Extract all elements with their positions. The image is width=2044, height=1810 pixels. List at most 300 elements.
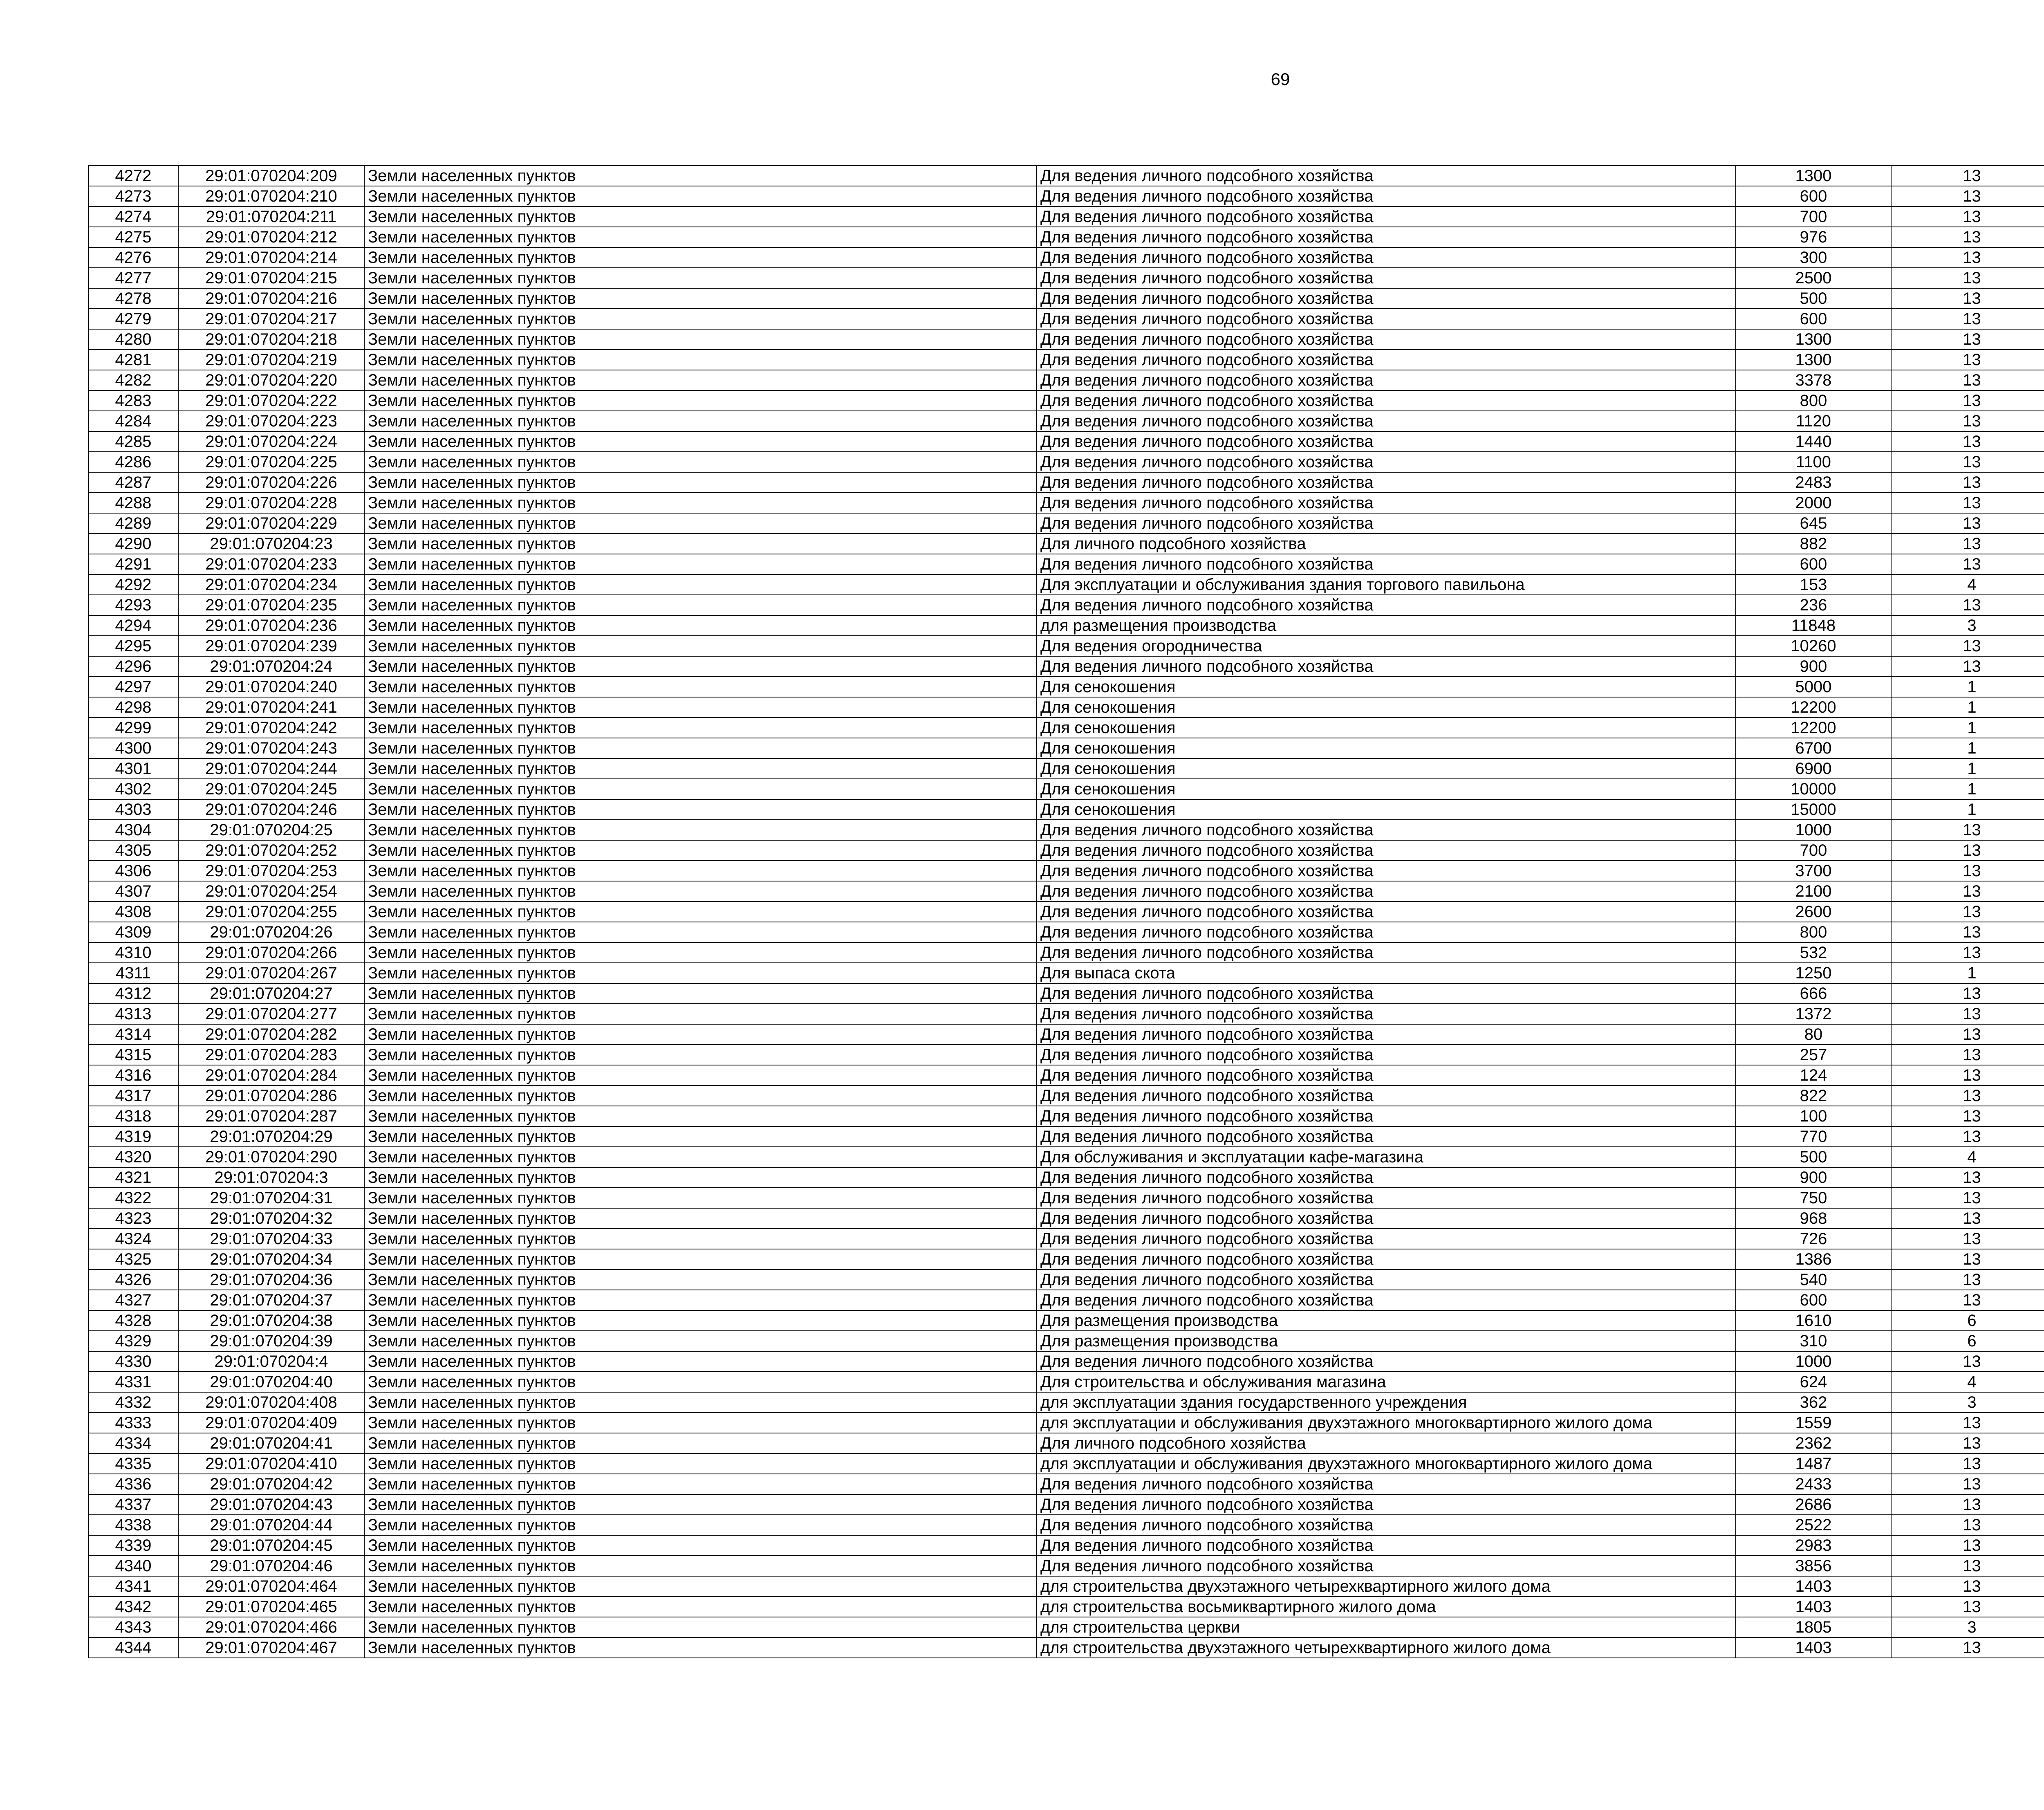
permitted-use: Для ведения личного подсобного хозяйства	[1037, 166, 1736, 186]
land-category: Земли населенных пунктов	[364, 1249, 1037, 1269]
table-row	[88, 309, 2044, 329]
row-number: 4333	[88, 1413, 178, 1433]
permitted-use: Для строительства и обслуживания магазина	[1037, 1372, 1736, 1392]
area-value: 1805	[1736, 1617, 1891, 1637]
area-value: 10260	[1736, 636, 1891, 656]
area-value: 2686	[1736, 1494, 1891, 1515]
group-value: 13	[1891, 390, 2044, 411]
area-value: 800	[1736, 922, 1891, 942]
permitted-use: для эксплуатации и обслуживания двухэтажного многоквартирного жилого дома	[1037, 1413, 1736, 1433]
area-value: 2483	[1736, 472, 1891, 493]
permitted-use: Для выпаса скота	[1037, 963, 1736, 983]
land-category: Земли населенных пунктов	[364, 1086, 1037, 1106]
permitted-use: Для ведения личного подсобного хозяйства	[1037, 1065, 1736, 1086]
area-value: 1300	[1736, 166, 1891, 186]
land-category: Земли населенных пунктов	[364, 1535, 1037, 1556]
permitted-use: Для ведения личного подсобного хозяйства	[1037, 493, 1736, 513]
row-number: 4298	[88, 697, 178, 718]
table-row	[88, 452, 2044, 472]
land-category: Земли населенных пунктов	[364, 1290, 1037, 1310]
area-value: 2362	[1736, 1433, 1891, 1453]
table-row	[88, 227, 2044, 247]
permitted-use: Для ведения личного подсобного хозяйства	[1037, 983, 1736, 1004]
permitted-use: Для ведения личного подсобного хозяйства	[1037, 247, 1736, 268]
group-value: 13	[1891, 1269, 2044, 1290]
area-value: 6900	[1736, 758, 1891, 779]
group-value: 13	[1891, 309, 2044, 329]
permitted-use: Для ведения личного подсобного хозяйства	[1037, 840, 1736, 861]
row-number: 4293	[88, 595, 178, 615]
land-category: Земли населенных пунктов	[364, 493, 1037, 513]
row-number: 4338	[88, 1515, 178, 1535]
group-value: 6	[1891, 1331, 2044, 1351]
group-value: 13	[1891, 452, 2044, 472]
land-category: Земли населенных пунктов	[364, 1433, 1037, 1453]
group-value: 13	[1891, 840, 2044, 861]
table-row	[88, 1351, 2044, 1372]
row-number: 4288	[88, 493, 178, 513]
land-category: Земли населенных пунктов	[364, 1392, 1037, 1413]
table-row	[88, 1535, 2044, 1556]
area-value: 750	[1736, 1188, 1891, 1208]
area-value: 2000	[1736, 493, 1891, 513]
land-category: Земли населенных пунктов	[364, 963, 1037, 983]
area-value: 1559	[1736, 1413, 1891, 1433]
permitted-use: Для ведения личного подсобного хозяйства	[1037, 350, 1736, 370]
permitted-use: Для ведения личного подсобного хозяйства	[1037, 1024, 1736, 1045]
area-value: 310	[1736, 1331, 1891, 1351]
area-value: 300	[1736, 247, 1891, 268]
row-number: 4314	[88, 1024, 178, 1045]
row-number: 4319	[88, 1126, 178, 1147]
permitted-use: Для ведения личного подсобного хозяйства	[1037, 1351, 1736, 1372]
area-value: 1403	[1736, 1637, 1891, 1658]
permitted-use: Для личного подсобного хозяйства	[1037, 534, 1736, 554]
cadastral-number: 29:01:070204:212	[178, 227, 364, 247]
cadastral-number: 29:01:070204:243	[178, 738, 364, 758]
permitted-use: Для ведения личного подсобного хозяйства	[1037, 1126, 1736, 1147]
table-row	[88, 513, 2044, 534]
land-category: Земли населенных пунктов	[364, 636, 1037, 656]
table-row	[88, 922, 2044, 942]
permitted-use: Для ведения личного подсобного хозяйства	[1037, 1004, 1736, 1024]
permitted-use: для строительства двухэтажного четырехквартирного жилого дома	[1037, 1637, 1736, 1658]
cadastral-number: 29:01:070204:233	[178, 554, 364, 574]
cadastral-number: 29:01:070204:409	[178, 1413, 364, 1433]
group-value: 13	[1891, 1188, 2044, 1208]
group-value: 13	[1891, 983, 2044, 1004]
table-row	[88, 1515, 2044, 1535]
permitted-use: Для ведения личного подсобного хозяйства	[1037, 411, 1736, 431]
permitted-use: Для личного подсобного хозяйства	[1037, 1433, 1736, 1453]
land-category: Земли населенных пунктов	[364, 902, 1037, 922]
row-number: 4273	[88, 186, 178, 206]
land-category: Земли населенных пунктов	[364, 186, 1037, 206]
area-value: 11848	[1736, 615, 1891, 636]
row-number: 4303	[88, 799, 178, 820]
area-value: 770	[1736, 1126, 1891, 1147]
group-value: 13	[1891, 1535, 2044, 1556]
area-value: 1300	[1736, 329, 1891, 350]
table-row	[88, 1474, 2044, 1494]
cadastral-number: 29:01:070204:277	[178, 1004, 364, 1024]
permitted-use: Для ведения личного подсобного хозяйства	[1037, 595, 1736, 615]
group-value: 1	[1891, 677, 2044, 697]
table-row	[88, 656, 2044, 677]
permitted-use: Для ведения личного подсобного хозяйства	[1037, 268, 1736, 288]
permitted-use: Для ведения личного подсобного хозяйства	[1037, 1208, 1736, 1229]
land-category: Земли населенных пунктов	[364, 288, 1037, 309]
land-category: Земли населенных пунктов	[364, 1310, 1037, 1331]
area-value: 80	[1736, 1024, 1891, 1045]
cadastral-number: 29:01:070204:218	[178, 329, 364, 350]
permitted-use: Для ведения личного подсобного хозяйства	[1037, 513, 1736, 534]
group-value: 13	[1891, 636, 2044, 656]
table-row	[88, 615, 2044, 636]
row-number: 4278	[88, 288, 178, 309]
group-value: 1	[1891, 963, 2044, 983]
cadastral-number: 29:01:070204:215	[178, 268, 364, 288]
area-value: 1000	[1736, 820, 1891, 840]
table-row	[88, 1597, 2044, 1617]
table-row	[88, 1106, 2044, 1126]
table-row	[88, 636, 2044, 656]
group-value: 13	[1891, 922, 2044, 942]
cadastral-number: 29:01:070204:210	[178, 186, 364, 206]
row-number: 4344	[88, 1637, 178, 1658]
row-number: 4323	[88, 1208, 178, 1229]
table-row	[88, 1229, 2044, 1249]
group-value: 3	[1891, 1392, 2044, 1413]
table-row	[88, 493, 2044, 513]
row-number: 4326	[88, 1269, 178, 1290]
group-value: 1	[1891, 779, 2044, 799]
group-value: 13	[1891, 1024, 2044, 1045]
permitted-use: для строительства восьмиквартирного жилого дома	[1037, 1597, 1736, 1617]
area-value: 700	[1736, 840, 1891, 861]
group-value: 13	[1891, 1229, 2044, 1249]
table-row	[88, 1372, 2044, 1392]
land-category: Земли населенных пунктов	[364, 738, 1037, 758]
area-value: 500	[1736, 288, 1891, 309]
area-value: 1120	[1736, 411, 1891, 431]
row-number: 4284	[88, 411, 178, 431]
area-value: 666	[1736, 983, 1891, 1004]
table-row	[88, 861, 2044, 881]
land-category: Земли населенных пунктов	[364, 1106, 1037, 1126]
row-number: 4310	[88, 942, 178, 963]
table-row	[88, 1433, 2044, 1453]
land-category: Земли населенных пунктов	[364, 329, 1037, 350]
table-row	[88, 1453, 2044, 1474]
row-number: 4315	[88, 1045, 178, 1065]
cadastral-number: 29:01:070204:219	[178, 350, 364, 370]
land-category: Земли населенных пунктов	[364, 1331, 1037, 1351]
permitted-use: Для обслуживания и эксплуатации кафе-магазина	[1037, 1147, 1736, 1167]
table-row	[88, 1147, 2044, 1167]
group-value: 13	[1891, 1515, 2044, 1535]
area-value: 726	[1736, 1229, 1891, 1249]
table-row	[88, 697, 2044, 718]
row-number: 4296	[88, 656, 178, 677]
group-value: 4	[1891, 1147, 2044, 1167]
area-value: 1100	[1736, 452, 1891, 472]
permitted-use: Для ведения личного подсобного хозяйства	[1037, 554, 1736, 574]
land-category: Земли населенных пунктов	[364, 758, 1037, 779]
permitted-use: Для ведения личного подсобного хозяйства	[1037, 820, 1736, 840]
land-category: Земли населенных пунктов	[364, 1372, 1037, 1392]
land-category: Земли населенных пунктов	[364, 1637, 1037, 1658]
row-number: 4316	[88, 1065, 178, 1086]
group-value: 13	[1891, 942, 2044, 963]
row-number: 4305	[88, 840, 178, 861]
area-value: 645	[1736, 513, 1891, 534]
table-row	[88, 1617, 2044, 1637]
table-row	[88, 166, 2044, 186]
area-value: 1487	[1736, 1453, 1891, 1474]
row-number: 4279	[88, 309, 178, 329]
table-row	[88, 206, 2044, 227]
permitted-use: Для ведения личного подсобного хозяйства	[1037, 1535, 1736, 1556]
permitted-use: Для ведения личного подсобного хозяйства	[1037, 1229, 1736, 1249]
row-number: 4331	[88, 1372, 178, 1392]
table-row	[88, 186, 2044, 206]
permitted-use: Для ведения личного подсобного хозяйства	[1037, 1086, 1736, 1106]
area-value: 3378	[1736, 370, 1891, 390]
table-row	[88, 1167, 2044, 1188]
cadastral-number: 29:01:070204:34	[178, 1249, 364, 1269]
table-row	[88, 1126, 2044, 1147]
area-value: 540	[1736, 1269, 1891, 1290]
group-value: 13	[1891, 227, 2044, 247]
permitted-use: Для ведения личного подсобного хозяйства	[1037, 1269, 1736, 1290]
table-row	[88, 268, 2044, 288]
cadastral-number: 29:01:070204:33	[178, 1229, 364, 1249]
permitted-use: Для сенокошения	[1037, 677, 1736, 697]
group-value: 13	[1891, 1106, 2044, 1126]
area-value: 1440	[1736, 431, 1891, 452]
area-value: 1000	[1736, 1351, 1891, 1372]
area-value: 1403	[1736, 1597, 1891, 1617]
land-category: Земли населенных пунктов	[364, 595, 1037, 615]
permitted-use: Для размещения производства	[1037, 1310, 1736, 1331]
cadastral-number: 29:01:070204:253	[178, 861, 364, 881]
group-value: 13	[1891, 1126, 2044, 1147]
area-value: 15000	[1736, 799, 1891, 820]
group-value: 4	[1891, 574, 2044, 595]
table-row	[88, 942, 2044, 963]
permitted-use: для строительства двухэтажного четырехквартирного жилого дома	[1037, 1576, 1736, 1597]
land-category: Земли населенных пунктов	[364, 1126, 1037, 1147]
row-number: 4340	[88, 1556, 178, 1576]
land-category: Земли населенных пунктов	[364, 472, 1037, 493]
table-row	[88, 1208, 2044, 1229]
area-value: 236	[1736, 595, 1891, 615]
cadastral-number: 29:01:070204:4	[178, 1351, 364, 1372]
permitted-use: Для сенокошения	[1037, 718, 1736, 738]
group-value: 13	[1891, 1086, 2044, 1106]
land-category: Земли населенных пунктов	[364, 513, 1037, 534]
cadastral-number: 29:01:070204:41	[178, 1433, 364, 1453]
cadastral-number: 29:01:070204:466	[178, 1617, 364, 1637]
group-value: 13	[1891, 534, 2044, 554]
row-number: 4337	[88, 1494, 178, 1515]
land-category: Земли населенных пунктов	[364, 1188, 1037, 1208]
land-category: Земли населенных пунктов	[364, 227, 1037, 247]
cadastral-number: 29:01:070204:224	[178, 431, 364, 452]
row-number: 4308	[88, 902, 178, 922]
table-row	[88, 329, 2044, 350]
land-category: Земли населенных пунктов	[364, 166, 1037, 186]
cadastral-number: 29:01:070204:254	[178, 881, 364, 902]
cadastral-number: 29:01:070204:3	[178, 1167, 364, 1188]
land-category: Земли населенных пунктов	[364, 1617, 1037, 1637]
land-category: Земли населенных пунктов	[364, 1474, 1037, 1494]
area-value: 976	[1736, 227, 1891, 247]
row-number: 4327	[88, 1290, 178, 1310]
cadastral-number: 29:01:070204:234	[178, 574, 364, 595]
group-value: 13	[1891, 1167, 2044, 1188]
permitted-use: Для ведения личного подсобного хозяйства	[1037, 1106, 1736, 1126]
permitted-use: Для ведения личного подсобного хозяйства	[1037, 1290, 1736, 1310]
group-value: 13	[1891, 1208, 2044, 1229]
group-value: 1	[1891, 758, 2044, 779]
table-row	[88, 1249, 2044, 1269]
permitted-use: Для сенокошения	[1037, 779, 1736, 799]
table-row	[88, 983, 2044, 1004]
land-category: Земли населенных пунктов	[364, 840, 1037, 861]
table-row	[88, 1637, 2044, 1658]
land-category: Земли населенных пунктов	[364, 554, 1037, 574]
cadastral-number: 29:01:070204:245	[178, 779, 364, 799]
cadastral-number: 29:01:070204:211	[178, 206, 364, 227]
area-value: 2433	[1736, 1474, 1891, 1494]
table-row	[88, 1004, 2044, 1024]
cadastral-number: 29:01:070204:23	[178, 534, 364, 554]
table-row	[88, 288, 2044, 309]
group-value: 1	[1891, 697, 2044, 718]
permitted-use: Для ведения личного подсобного хозяйства	[1037, 656, 1736, 677]
land-category: Земли населенных пунктов	[364, 1413, 1037, 1433]
group-value: 13	[1891, 1249, 2044, 1269]
permitted-use: Для сенокошения	[1037, 738, 1736, 758]
cadastral-number: 29:01:070204:236	[178, 615, 364, 636]
table-row	[88, 1310, 2044, 1331]
area-value: 1610	[1736, 1310, 1891, 1331]
table-row	[88, 902, 2044, 922]
row-number: 4291	[88, 554, 178, 574]
area-value: 12200	[1736, 697, 1891, 718]
land-category: Земли населенных пунктов	[364, 820, 1037, 840]
group-value: 13	[1891, 329, 2044, 350]
permitted-use: Для ведения личного подсобного хозяйства	[1037, 1474, 1736, 1494]
table-row	[88, 1576, 2044, 1597]
permitted-use: Для ведения личного подсобного хозяйства	[1037, 370, 1736, 390]
row-number: 4330	[88, 1351, 178, 1372]
group-value: 13	[1891, 861, 2044, 881]
row-number: 4312	[88, 983, 178, 1004]
row-number: 4332	[88, 1392, 178, 1413]
row-number: 4320	[88, 1147, 178, 1167]
land-category: Земли населенных пунктов	[364, 268, 1037, 288]
cadastral-number: 29:01:070204:26	[178, 922, 364, 942]
row-number: 4286	[88, 452, 178, 472]
table-row	[88, 534, 2044, 554]
area-value: 100	[1736, 1106, 1891, 1126]
permitted-use: Для сенокошения	[1037, 758, 1736, 779]
table-row	[88, 1086, 2044, 1106]
permitted-use: Для ведения личного подсобного хозяйства	[1037, 329, 1736, 350]
group-value: 13	[1891, 1494, 2044, 1515]
table-row	[88, 677, 2044, 697]
land-category: Земли населенных пунктов	[364, 1556, 1037, 1576]
row-number: 4287	[88, 472, 178, 493]
area-value: 2522	[1736, 1515, 1891, 1535]
group-value: 13	[1891, 1351, 2044, 1372]
land-category: Земли населенных пунктов	[364, 1453, 1037, 1474]
group-value: 13	[1891, 820, 2044, 840]
land-category: Земли населенных пунктов	[364, 1147, 1037, 1167]
cadastral-number: 29:01:070204:266	[178, 942, 364, 963]
cadastral-number: 29:01:070204:283	[178, 1045, 364, 1065]
cadastral-number: 29:01:070204:25	[178, 820, 364, 840]
table-row	[88, 431, 2044, 452]
permitted-use: Для размещения производства	[1037, 1331, 1736, 1351]
permitted-use: Для ведения личного подсобного хозяйства	[1037, 1188, 1736, 1208]
land-category: Земли населенных пунктов	[364, 1167, 1037, 1188]
area-value: 12200	[1736, 718, 1891, 738]
group-value: 3	[1891, 1617, 2044, 1637]
table-row	[88, 370, 2044, 390]
group-value: 13	[1891, 902, 2044, 922]
row-number: 4317	[88, 1086, 178, 1106]
row-number: 4341	[88, 1576, 178, 1597]
cadastral-number: 29:01:070204:32	[178, 1208, 364, 1229]
permitted-use: Для ведения личного подсобного хозяйства	[1037, 1167, 1736, 1188]
table-row	[88, 718, 2044, 738]
group-value: 13	[1891, 370, 2044, 390]
table-row	[88, 1556, 2044, 1576]
cadastral-number: 29:01:070204:241	[178, 697, 364, 718]
cadastral-number: 29:01:070204:42	[178, 1474, 364, 1494]
land-category: Земли населенных пунктов	[364, 1597, 1037, 1617]
cadastral-number: 29:01:070204:225	[178, 452, 364, 472]
row-number: 4313	[88, 1004, 178, 1024]
table-row	[88, 411, 2044, 431]
group-value: 13	[1891, 1556, 2044, 1576]
area-value: 153	[1736, 574, 1891, 595]
group-value: 13	[1891, 247, 2044, 268]
permitted-use: Для ведения личного подсобного хозяйства	[1037, 1249, 1736, 1269]
permitted-use: Для ведения личного подсобного хозяйства	[1037, 922, 1736, 942]
table-row	[88, 1290, 2044, 1310]
cadastral-number: 29:01:070204:226	[178, 472, 364, 493]
table-row	[88, 820, 2044, 840]
table-row	[88, 1494, 2044, 1515]
row-number: 4321	[88, 1167, 178, 1188]
group-value: 13	[1891, 656, 2044, 677]
cadastral-number: 29:01:070204:216	[178, 288, 364, 309]
area-value: 1403	[1736, 1576, 1891, 1597]
group-value: 13	[1891, 431, 2044, 452]
cadastral-number: 29:01:070204:24	[178, 656, 364, 677]
table-row	[88, 840, 2044, 861]
area-value: 2983	[1736, 1535, 1891, 1556]
row-number: 4274	[88, 206, 178, 227]
page-number: 69	[1271, 70, 1290, 89]
area-value: 2500	[1736, 268, 1891, 288]
area-value: 600	[1736, 1290, 1891, 1310]
